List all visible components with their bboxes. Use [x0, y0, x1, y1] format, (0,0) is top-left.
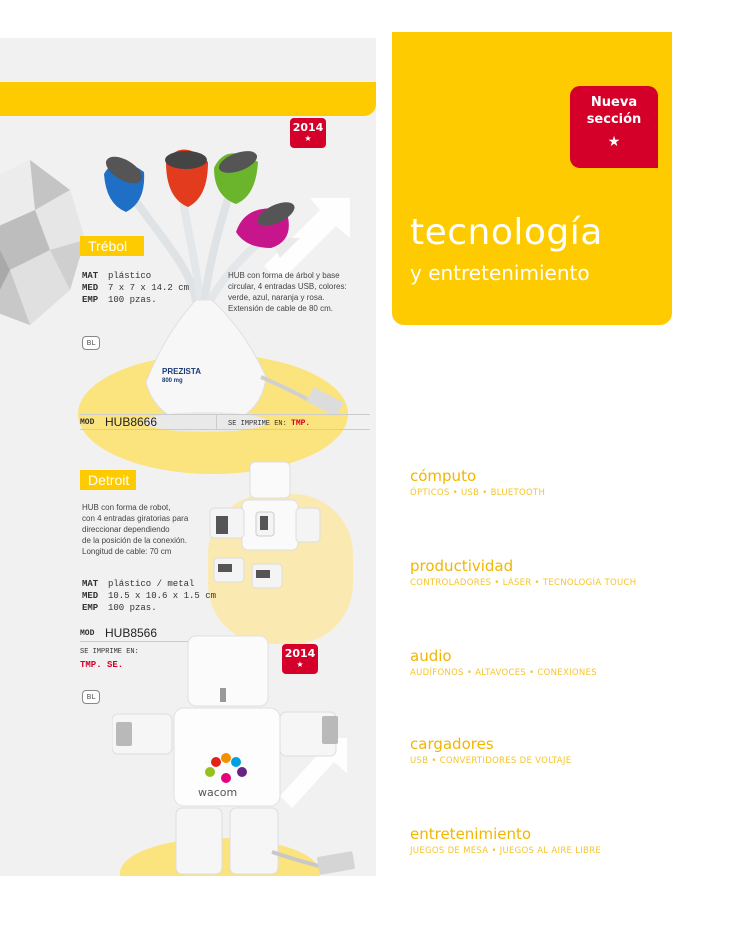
description-line: circular, 4 entradas USB, colores:	[228, 282, 347, 291]
mod-label: MOD	[80, 629, 95, 638]
description-line: de la posición de la conexión.	[82, 536, 187, 545]
description-trebol	[228, 270, 347, 314]
description-line: verde, azul, naranja y rosa.	[228, 293, 325, 302]
category-audio	[410, 646, 597, 680]
imprime-label	[228, 419, 310, 428]
star-icon: ★	[296, 660, 304, 669]
bl-tag-detroit: BL	[82, 690, 100, 704]
category-computo	[410, 466, 545, 500]
description-line: Extensión de cable de 80 cm.	[228, 304, 333, 313]
spec-row	[82, 270, 189, 282]
prezista-logo	[162, 368, 201, 385]
imprime-value-detroit: TMP. SE.	[80, 660, 124, 670]
spec-key: MED	[82, 283, 99, 293]
wacom-logo-text: wacom	[198, 786, 238, 799]
description-detroit	[82, 502, 188, 557]
spec-row	[82, 590, 216, 602]
spec-key: MAT	[82, 579, 99, 589]
spec-value: plástico / metal	[108, 579, 195, 589]
spec-value: 10.5 x 10.6 x 1.5 cm	[108, 591, 217, 601]
category-title: productividad	[410, 557, 514, 575]
spec-key: MAT	[82, 271, 99, 281]
category-title: cómputo	[410, 467, 477, 485]
spec-key: EMP	[82, 295, 99, 305]
imprime-label-detroit: SE IMPRIME EN:	[80, 648, 139, 656]
spec-row	[82, 282, 189, 294]
catalog-left-page	[0, 38, 376, 876]
badge-line-1: Nueva	[590, 95, 638, 110]
description-line: HUB con forma de árbol y base	[228, 271, 340, 280]
model-code-trebol: HUB8666	[105, 415, 158, 429]
spec-value: 100 pzas.	[108, 295, 157, 305]
spec-key: EMP	[82, 603, 99, 613]
imprime-label-text: SE IMPRIME EN:	[228, 420, 287, 428]
category-items: JUEGOS DE MESA • JUEGOS AL AIRE LIBRE	[410, 846, 602, 856]
spec-value: 100 pzas.	[108, 603, 157, 613]
description-line: con 4 entradas giratorias para	[82, 514, 189, 523]
product-title-detroit: Detroit	[80, 470, 136, 490]
star-icon: ★	[304, 134, 312, 143]
category-title: entretenimiento	[410, 825, 532, 843]
section-title: tecnología	[410, 212, 603, 253]
spec-key: MED	[82, 591, 99, 601]
category-title: audio	[410, 647, 452, 665]
left-header-bar	[0, 82, 376, 116]
category-items: USB • CONVERTIDORES DE VOLTAJE	[410, 756, 572, 766]
badge-line-2: sección	[586, 112, 642, 127]
spec-value: 7 x 7 x 14.2 cm	[108, 283, 190, 293]
nueva-seccion-badge	[570, 86, 658, 168]
model-code-detroit: HUB8566	[105, 626, 158, 640]
category-productividad	[410, 556, 636, 590]
bl-tag-trebol: BL	[82, 336, 100, 350]
spec-list-trebol	[82, 270, 189, 306]
description-line: HUB con forma de robot,	[82, 503, 171, 512]
mod-row-trebol	[80, 414, 370, 430]
category-title: cargadores	[410, 735, 494, 753]
year-badge-detroit-text: 2014	[284, 647, 316, 660]
imprime-value-trebol: TMP.	[291, 419, 311, 428]
description-line: direccionar dependiendo	[82, 525, 170, 534]
section-subtitle: y entretenimiento	[410, 261, 590, 285]
spec-list-detroit	[82, 578, 216, 614]
detroit-hub-large-image	[112, 632, 362, 876]
prezista-logo-sub: 800 mg	[162, 378, 183, 384]
spec-value: plástico	[108, 271, 152, 281]
prezista-logo-text: PREZISTA	[162, 367, 201, 376]
polygon-sphere-decoration	[0, 160, 90, 330]
category-entretenimiento	[410, 824, 601, 858]
spec-row	[82, 602, 216, 614]
star-icon: ★	[607, 134, 621, 150]
category-items: ÓPTICOS • USB • BLUETOOTH	[410, 488, 546, 498]
mod-label: MOD	[80, 418, 95, 427]
spec-row	[82, 578, 216, 590]
detroit-hub-small-image	[206, 462, 326, 612]
mod-divider	[216, 415, 217, 429]
description-line: Longitud de cable: 70 cm	[82, 547, 172, 556]
year-badge-trebol-text: 2014	[292, 121, 324, 134]
spec-row	[82, 294, 189, 306]
category-items: AUDÍFONOS • ALTAVOCES • CONEXIONES	[410, 668, 597, 678]
year-badge-trebol	[290, 118, 326, 148]
product-title-trebol: Trébol	[80, 236, 144, 256]
category-items: CONTROLADORES • LÁSER • TECNOLOGÍA TOUCH	[410, 578, 637, 588]
category-cargadores	[410, 734, 571, 768]
